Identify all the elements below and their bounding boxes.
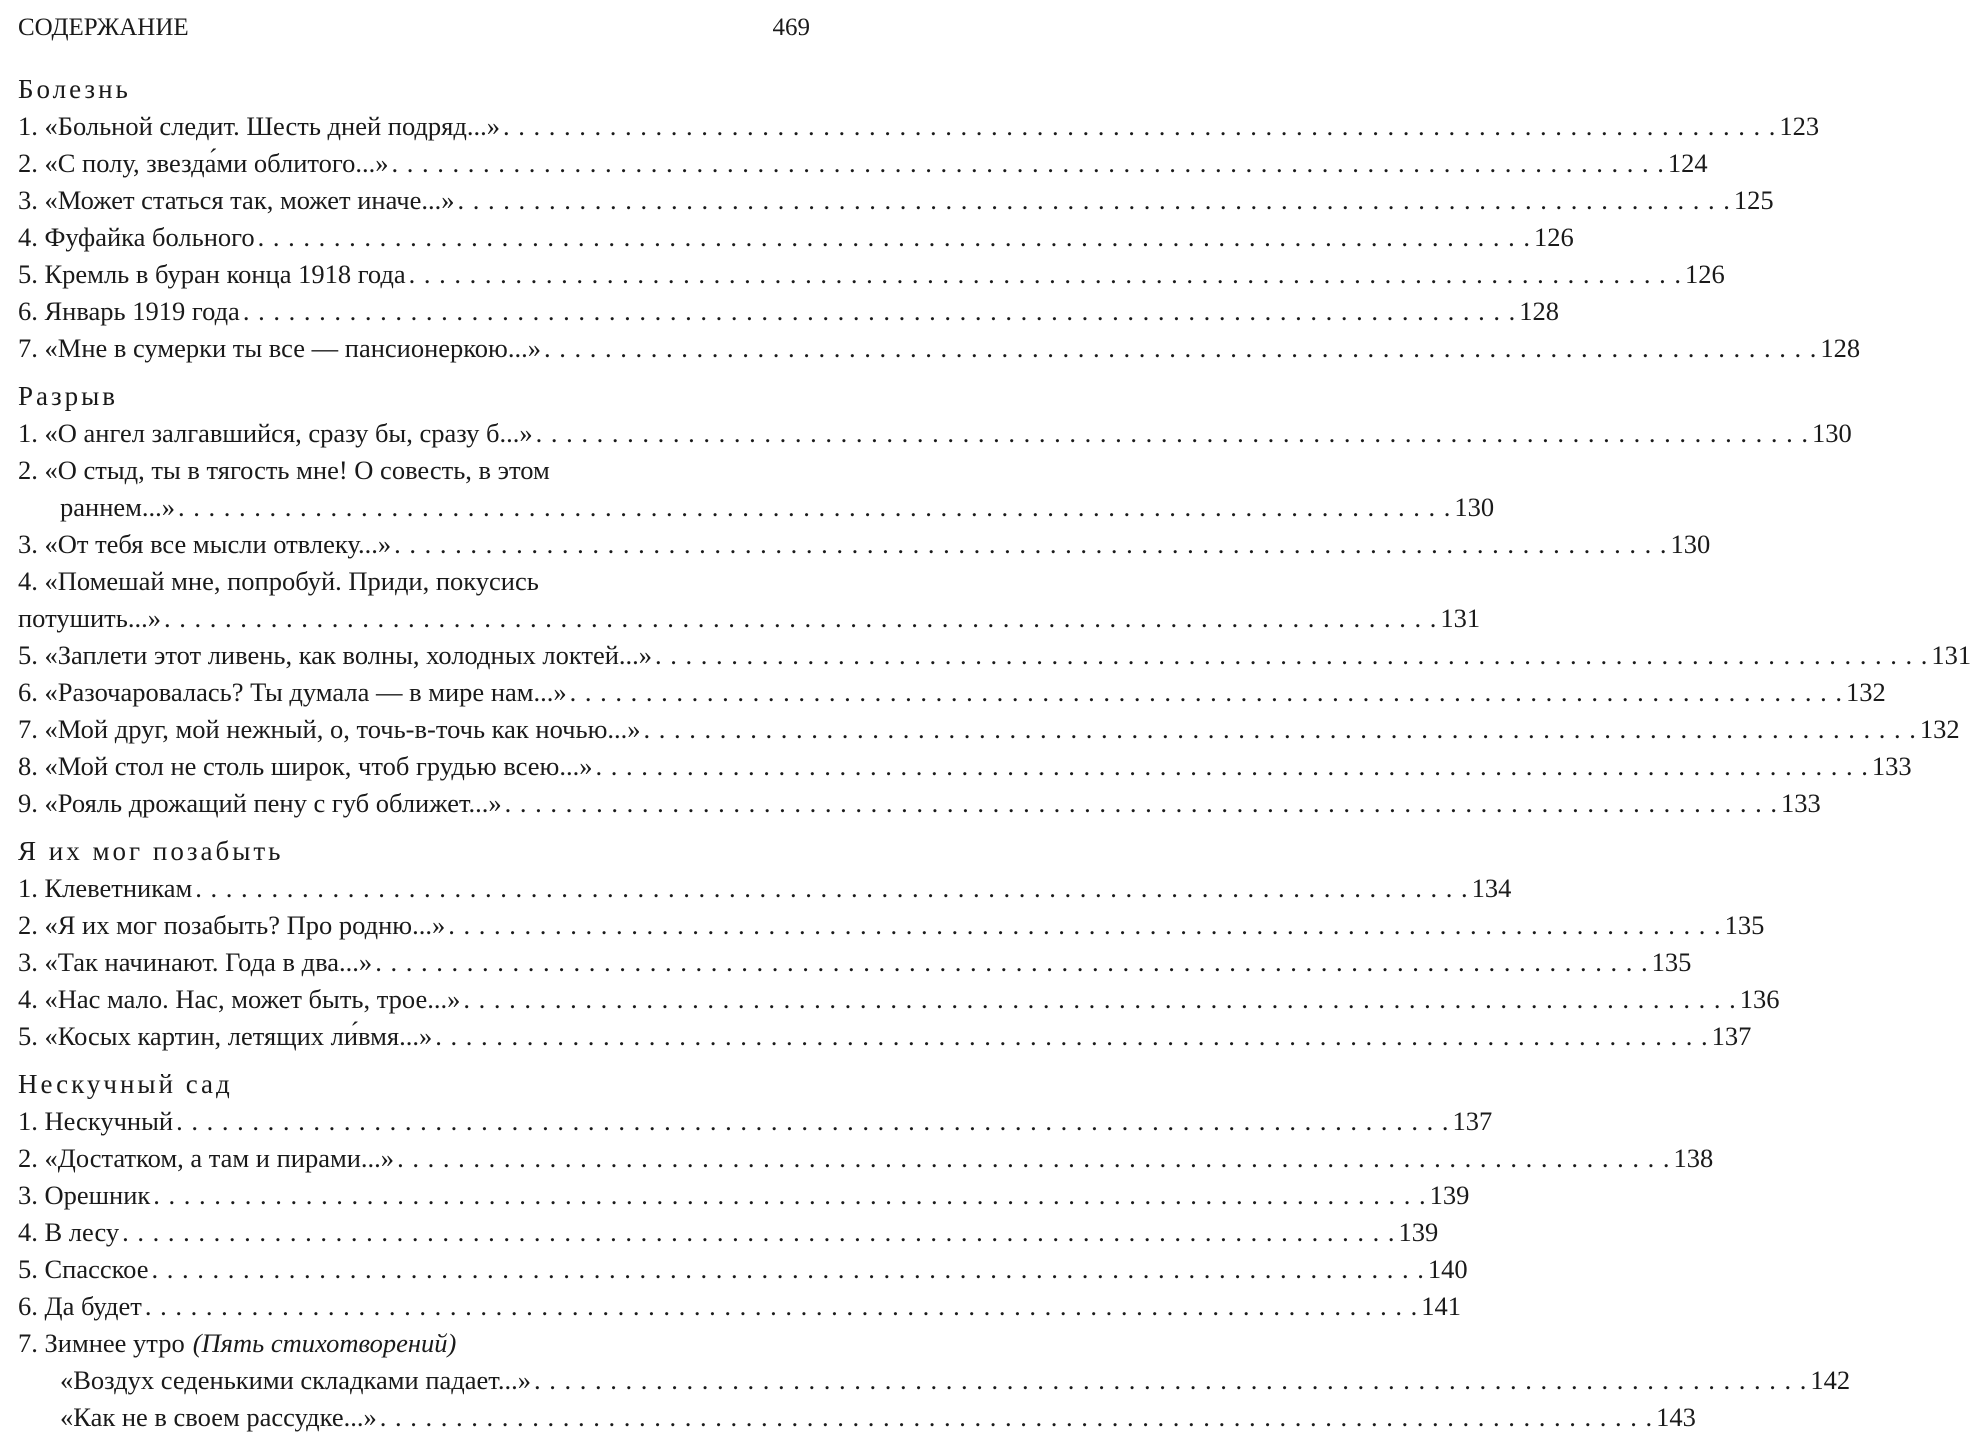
entry-title bbox=[60, 489, 175, 526]
toc-section bbox=[18, 377, 1971, 822]
entry-page-number: 131 bbox=[1931, 640, 1971, 670]
toc-entry bbox=[18, 256, 1725, 293]
entry-text: 3. «От тебя все мысли отвлеку...» bbox=[18, 529, 392, 559]
entry-title bbox=[18, 1140, 394, 1177]
entry-text: 5. Кремль в буран конца 1918 года bbox=[18, 259, 406, 289]
entry-page-number: 124 bbox=[1667, 148, 1708, 178]
entry-title bbox=[18, 1018, 432, 1055]
entry-page-number: 135 bbox=[1724, 910, 1765, 940]
dot-leader bbox=[531, 1362, 1810, 1399]
toc-entry bbox=[18, 944, 1692, 981]
dot-leader bbox=[500, 108, 1779, 145]
entry-text: 2. «С полу, звезда́ми облитого...» bbox=[18, 148, 389, 178]
entry-title bbox=[18, 563, 539, 600]
toc-entry bbox=[18, 1288, 1461, 1325]
entry-text: 4. Фуфайка больного bbox=[18, 222, 255, 252]
entry-text: 3. Орешник bbox=[18, 1180, 151, 1210]
entry-title bbox=[60, 1399, 377, 1436]
entry-title bbox=[18, 1288, 142, 1325]
entry-text: 7. «Мне в сумерки ты все — пансионеркою...» bbox=[18, 333, 541, 363]
toc-entry bbox=[18, 981, 1780, 1018]
entry-text: 2. «О стыд, ты в тягость мне! О совесть, в этом bbox=[18, 455, 550, 485]
toc-section bbox=[18, 1065, 1851, 1436]
entry-text: 8. «Мой стол не столь широк, чтоб грудью всею...» bbox=[18, 751, 593, 781]
entry-page-number: 123 bbox=[1779, 111, 1820, 141]
toc-entry bbox=[18, 1140, 1714, 1177]
entry-title bbox=[18, 674, 567, 711]
toc-entry bbox=[18, 1214, 1439, 1251]
toc-entry bbox=[18, 1251, 1468, 1288]
entry-text: 7. Зимнее утро bbox=[18, 1328, 185, 1358]
entry-page-number: 130 bbox=[1670, 529, 1711, 559]
running-header bbox=[18, 10, 810, 46]
toc-entry bbox=[18, 1325, 814, 1362]
entry-title bbox=[18, 1214, 119, 1251]
entry-page-number: 139 bbox=[1398, 1217, 1439, 1247]
entry-text: 5. «Заплети этот ливень, как волны, холодных локтей...» bbox=[18, 640, 653, 670]
table-of-contents bbox=[18, 70, 1971, 1446]
dot-leader bbox=[175, 489, 1454, 526]
entry-page-number: 137 bbox=[1452, 1106, 1493, 1136]
entry-title bbox=[18, 256, 406, 293]
toc-entry bbox=[18, 870, 1512, 907]
entry-text: раннем...» bbox=[60, 492, 176, 522]
toc-entry bbox=[18, 330, 1861, 367]
entry-page-number: 142 bbox=[1810, 1365, 1851, 1395]
dot-leader bbox=[391, 526, 1670, 563]
entry-title bbox=[18, 1325, 456, 1362]
toc-entry bbox=[18, 526, 1711, 563]
entry-text: 1. «Больной следит. Шесть дней подряд...» bbox=[18, 111, 500, 141]
entry-title bbox=[18, 415, 533, 452]
entry-note: (Пять стихотворений) bbox=[192, 1328, 457, 1358]
entry-page-number: 135 bbox=[1651, 947, 1692, 977]
entry-page-number: 136 bbox=[1739, 984, 1780, 1014]
toc-entry bbox=[18, 1362, 1851, 1399]
entry-title bbox=[60, 1362, 531, 1399]
entry-page-number: 138 bbox=[1673, 1143, 1714, 1173]
toc-entry bbox=[18, 600, 1481, 637]
entry-text: 2. «Достатком, а там и пирами...» bbox=[18, 1143, 395, 1173]
entry-text: 3. «Может статься так, может иначе...» bbox=[18, 185, 455, 215]
dot-leader bbox=[445, 907, 1724, 944]
toc-entry bbox=[18, 1177, 1470, 1214]
entry-text: 4. «Нас мало. Нас, может быть, трое...» bbox=[18, 984, 461, 1014]
entry-title bbox=[18, 870, 192, 907]
toc-entry bbox=[18, 219, 1574, 256]
entry-page-number: 130 bbox=[1812, 418, 1852, 448]
entry-title bbox=[18, 981, 460, 1018]
entry-title bbox=[18, 748, 592, 785]
entry-text: 9. «Рояль дрожащий пену с губ оближет...» bbox=[18, 788, 502, 818]
toc-entry bbox=[18, 452, 814, 489]
entry-title bbox=[18, 452, 550, 489]
entry-title bbox=[18, 1103, 173, 1140]
toc-entry bbox=[18, 108, 1820, 145]
entry-text: 1. «О ангел залгавшийся, сразу бы, сразу б...» bbox=[18, 418, 533, 448]
entry-text: «Как не в своем рассудке...» bbox=[60, 1402, 377, 1432]
dot-leader bbox=[161, 600, 1440, 637]
entry-title bbox=[18, 145, 388, 182]
entry-page-number: 126 bbox=[1685, 259, 1725, 289]
entry-page-number: 133 bbox=[1781, 788, 1821, 818]
dot-leader bbox=[592, 748, 1871, 785]
entry-page-number: 133 bbox=[1871, 751, 1912, 781]
entry-page-number: 128 bbox=[1820, 333, 1861, 363]
entry-text: 3. «Так начинают. Года в два...» bbox=[18, 947, 373, 977]
entry-page-number: 134 bbox=[1471, 873, 1512, 903]
entry-title bbox=[18, 1177, 150, 1214]
toc-entry bbox=[18, 182, 1774, 219]
entry-title bbox=[18, 293, 240, 330]
entry-title bbox=[18, 785, 502, 822]
entry-text: 4. В лесу bbox=[18, 1217, 120, 1247]
dot-leader bbox=[567, 674, 1846, 711]
entry-text: 7. «Мой друг, мой нежный, о, точь-в-точь как ночью...» bbox=[18, 714, 641, 744]
section-title: Я их мог позабыть bbox=[18, 836, 284, 866]
entry-title bbox=[18, 711, 641, 748]
entry-text: 5. Спасское bbox=[18, 1254, 149, 1284]
entry-title bbox=[18, 330, 541, 367]
toc-entry bbox=[18, 637, 1971, 674]
toc-entry bbox=[18, 145, 1708, 182]
toc-entry bbox=[18, 415, 1852, 452]
toc-entry bbox=[18, 711, 1960, 748]
dot-leader bbox=[150, 1177, 1429, 1214]
entry-text: 6. «Разочаровалась? Ты думала — в мире нам...» bbox=[18, 677, 567, 707]
toc-entry bbox=[18, 674, 1886, 711]
dot-leader bbox=[652, 637, 1931, 674]
entry-text: 6. Январь 1919 года bbox=[18, 296, 240, 326]
entry-page-number: 126 bbox=[1533, 222, 1574, 252]
toc-entry bbox=[18, 293, 1559, 330]
entry-title bbox=[18, 526, 391, 563]
toc-entry bbox=[18, 1018, 1752, 1055]
dot-leader bbox=[394, 1140, 1673, 1177]
page-number: 469 bbox=[772, 14, 810, 41]
entry-page-number: 125 bbox=[1733, 185, 1774, 215]
entry-title bbox=[18, 600, 161, 637]
entry-text: потушить...» bbox=[18, 603, 161, 633]
toc-entry bbox=[18, 489, 1495, 526]
toc-entry bbox=[18, 907, 1765, 944]
dot-leader bbox=[533, 415, 1812, 452]
entry-title bbox=[18, 637, 652, 674]
toc-entry bbox=[18, 1103, 1493, 1140]
entry-text: 5. «Косых картин, летящих ли́вмя...» bbox=[18, 1021, 433, 1051]
running-title: СОДЕРЖАНИЕ bbox=[18, 14, 189, 41]
toc-section bbox=[18, 70, 1861, 367]
entry-page-number: 128 bbox=[1519, 296, 1559, 326]
section-title: Болезнь bbox=[18, 74, 131, 104]
entry-page-number: 137 bbox=[1711, 1021, 1752, 1051]
entry-page-number: 139 bbox=[1429, 1180, 1470, 1210]
section-title: Нескучный сад bbox=[18, 1069, 233, 1099]
entry-title bbox=[18, 182, 455, 219]
dot-leader bbox=[149, 1251, 1428, 1288]
entry-page-number: 141 bbox=[1421, 1291, 1461, 1321]
dot-leader bbox=[377, 1399, 1656, 1436]
entry-page-number: 131 bbox=[1440, 603, 1481, 633]
dot-leader bbox=[255, 219, 1534, 256]
entry-page-number: 140 bbox=[1427, 1254, 1468, 1284]
dot-leader bbox=[641, 711, 1920, 748]
entry-page-number: 130 bbox=[1454, 492, 1495, 522]
entry-title bbox=[18, 1251, 149, 1288]
entry-title bbox=[18, 944, 372, 981]
dot-leader bbox=[173, 1103, 1452, 1140]
toc-entry bbox=[18, 563, 814, 600]
dot-leader bbox=[455, 182, 1734, 219]
dot-leader bbox=[192, 870, 1471, 907]
toc-section bbox=[18, 832, 1780, 1055]
dot-leader bbox=[240, 293, 1519, 330]
entry-page-number: 132 bbox=[1846, 677, 1886, 707]
entry-text: 1. Нескучный bbox=[18, 1106, 174, 1136]
dot-leader bbox=[388, 145, 1667, 182]
entry-title bbox=[18, 108, 500, 145]
dot-leader bbox=[372, 944, 1651, 981]
toc-entry bbox=[18, 785, 1821, 822]
dot-leader bbox=[119, 1214, 1398, 1251]
dot-leader bbox=[460, 981, 1739, 1018]
entry-text: 1. Клеветникам bbox=[18, 873, 193, 903]
entry-text: 6. Да будет bbox=[18, 1291, 142, 1321]
section-title: Разрыв bbox=[18, 381, 119, 411]
dot-leader bbox=[432, 1018, 1711, 1055]
entry-page-number: 143 bbox=[1656, 1402, 1696, 1432]
toc-entry bbox=[18, 1399, 1696, 1436]
toc-entry bbox=[18, 748, 1912, 785]
dot-leader bbox=[142, 1288, 1421, 1325]
entry-title bbox=[18, 219, 255, 256]
entry-page-number: 132 bbox=[1919, 714, 1960, 744]
entry-text: «Воздух седенькими складками падает...» bbox=[60, 1365, 531, 1395]
entry-text: 4. «Помешай мне, попробуй. Приди, покусись bbox=[18, 566, 539, 596]
entry-text: 2. «Я их мог позабыть? Про родню...» bbox=[18, 910, 446, 940]
dot-leader bbox=[502, 785, 1781, 822]
dot-leader bbox=[406, 256, 1685, 293]
dot-leader bbox=[541, 330, 1820, 367]
entry-title bbox=[18, 907, 445, 944]
